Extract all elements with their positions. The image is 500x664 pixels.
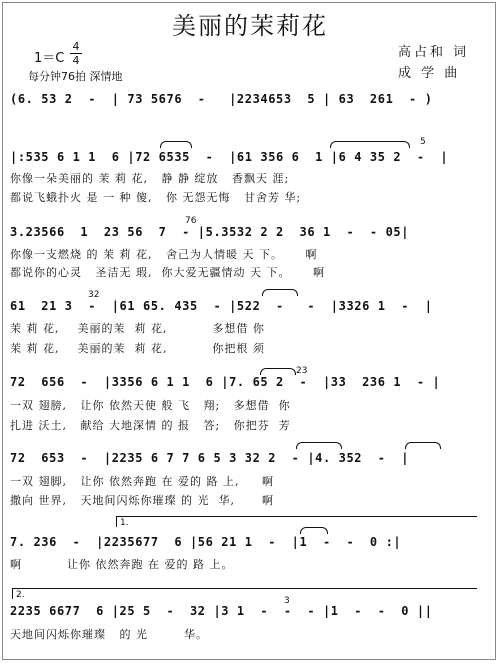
- verse1-notes: |:535 6 1 1 6 |72 6535 - |61 356 6 1 |6 4 35 2 - |: [10, 150, 449, 164]
- verse2-lyric-line1: 你像一支燃烧 的 茉 莉 花, 舍己为人情暖 天 下。 啊: [10, 248, 318, 261]
- chorus2-notes: 72 656 - |3356 6 1 1 6 |7. 65 2 - |33 236 1 - |: [10, 375, 441, 389]
- grace-note: 5: [420, 137, 426, 147]
- bridge-notes: 72 653 - |2235 6 7 7 6 5 3 32 2 - |4. 352 - |: [10, 451, 410, 465]
- grace-note: 76: [185, 216, 197, 226]
- bridge-lyric-line1: 一双 翅脚, 让你 依然奔跑 在 爱的 路 上, 啊: [10, 475, 274, 488]
- slur: [300, 527, 328, 534]
- chorus-notes: 61 21 3 - |61 65. 435 - |522 - - |3326 1 - |: [10, 299, 433, 313]
- composer-credit: 成 学 曲: [398, 66, 461, 81]
- bridge-lyric-line2: 撒向 世界, 天地间闪烁你璀璨 的 光 华, 啊: [10, 494, 274, 507]
- first-ending-bracket: [116, 516, 477, 527]
- meter-bottom: 4: [72, 54, 80, 67]
- verse1-lyric-line2: 都说飞蛾扑火 是 一 种 傻, 你 无怨无悔 甘舍芳 华;: [10, 191, 302, 204]
- ending2-lyric: 天地间闪烁你璀璨 的 光 华。: [10, 628, 208, 641]
- song-title: 美丽的茉莉花: [172, 12, 328, 40]
- slur: [160, 141, 192, 148]
- verse1-lyric-line1: 你像一朵美丽的 茉 莉 花, 静 静 绽放 香飘天 涯;: [10, 172, 290, 185]
- ending2-notes: 2235 6677 6 |25 5 - 32 |3 1 - - - |1 - - 0 ||: [10, 604, 433, 618]
- ending1-notes: 7. 236 - |2235677 6 |56 21 1 - |1 - - 0 :|: [10, 535, 402, 549]
- chorus2-lyric-line2: 扎进 沃土, 献给 大地深情 的 报 答; 你把芬 芳: [10, 419, 291, 432]
- grace-note: 32: [88, 290, 100, 300]
- second-ending-bracket: [12, 588, 477, 599]
- slur: [260, 368, 296, 375]
- slur: [405, 442, 441, 449]
- slur: [296, 442, 342, 449]
- grace-note: 23: [296, 366, 308, 376]
- tempo-marking: 每分钟76拍 深情地: [28, 70, 123, 83]
- key-signature: 1＝C: [34, 51, 65, 66]
- slur: [330, 141, 410, 148]
- verse2-lyric-line2: 都说你的心灵 圣洁无 瑕, 你大爱无疆情动 天 下。 啊: [10, 266, 325, 279]
- chorus-lyric-line2: 茉 莉 花, 美丽的茉 莉 花, 你把根 须: [10, 342, 265, 355]
- time-signature: [70, 41, 82, 66]
- verse2-notes: 3.23566 1 23 56 7 - |5.3532 2 2 36 1 - - 05|: [10, 225, 410, 239]
- lyricist-credit: 高占和 词: [398, 45, 470, 60]
- ending1-lyric: 啊 让你 依然奔跑 在 爱的 路 上。: [10, 558, 234, 571]
- chorus-lyric-line1: 茉 莉 花, 美丽的茉 莉 花, 多想借 你: [10, 322, 265, 335]
- chorus2-lyric-line1: 一双 翅膀, 让你 依然天使 般 飞 翔; 多想借 你: [10, 399, 291, 412]
- first-ending-label: 1.: [120, 518, 129, 528]
- slur: [262, 289, 298, 296]
- second-ending-label: 2.: [16, 590, 25, 600]
- meter-top: 4: [72, 40, 80, 53]
- grace-note: 3: [284, 596, 290, 606]
- intro-notes: (6. 53 2 - | 73 5676 - |2234653 5 | 63 261 - ): [10, 92, 433, 106]
